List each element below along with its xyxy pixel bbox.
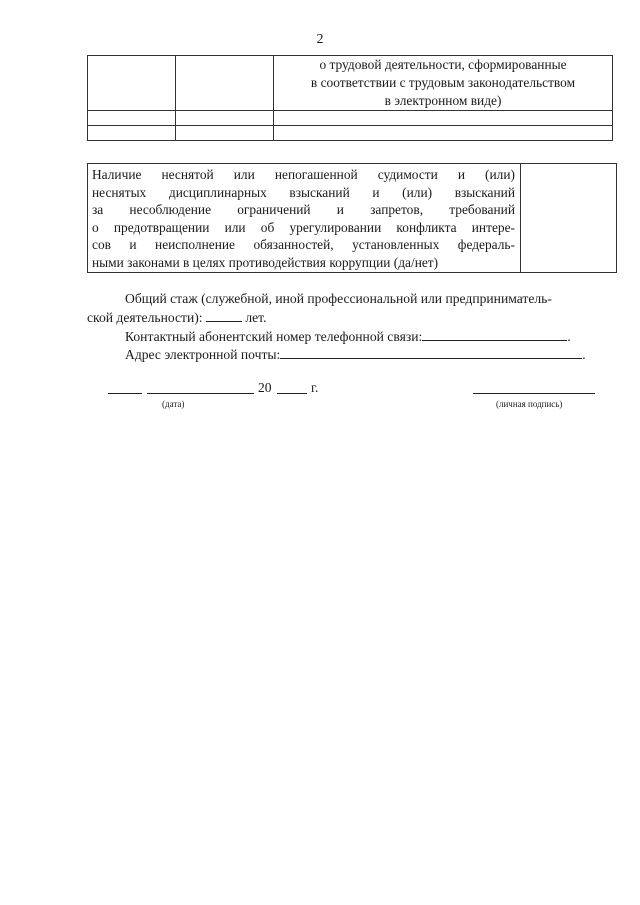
table-cell-empty[interactable] [88,111,176,126]
table-row [88,164,617,273]
page-number: 2 [316,32,324,47]
experience-line-1: Общий стаж (служебной, иной профессиональной или предприниматель- [125,291,552,306]
table-cell-empty[interactable] [176,56,274,111]
years-suffix: лет. [241,310,267,325]
cell-text-line: о трудовой деятельности, сформированные [319,57,567,72]
table-cell-empty[interactable] [88,56,176,111]
table-row [88,111,613,126]
phone-label: Контактный абонентский номер телефонной связи: [125,329,423,344]
signature-caption: (личная подпись) [496,399,563,409]
question-cell [88,164,521,273]
year-suffix: г. [311,380,319,395]
year-prefix: 20 [258,380,272,395]
question-line: ными законами в целях противодействия коррупции (да/нет) [92,254,439,270]
question-line: неснятых дисциплинарных взысканий и (или) взысканий [92,184,515,200]
experience-paragraph [87,290,610,327]
cell-text-line: в электронном виде) [384,93,502,108]
question-line: о предотвращении или об урегулировании конфликта интере- [92,219,515,235]
table-cell-empty[interactable] [274,111,613,126]
answer-cell[interactable] [521,164,617,273]
question-line: Наличие неснятой или непогашенной судимости и (или) [92,167,515,182]
question-line: за несоблюдение ограничений и запретов, требований [92,202,515,218]
experience-line-2 [87,308,610,327]
date-year-field[interactable] [277,393,307,394]
phone-field[interactable] [422,327,567,341]
email-field[interactable] [280,345,582,359]
table-cell-empty[interactable] [274,126,613,141]
date-caption: (дата) [162,399,185,409]
table-cell-empty[interactable] [176,126,274,141]
phone-end: . [567,329,571,344]
email-line [87,345,610,364]
email-label: Адрес электронной почты: [125,347,281,362]
phone-line [87,327,610,346]
date-month-field[interactable] [147,393,254,394]
experience-years-field[interactable] [206,308,242,322]
cell-text-line: в соответствии с трудовым законодательством [310,75,576,90]
table-cell-empty[interactable] [176,111,274,126]
work-history-table-continuation [87,55,613,141]
signature-field[interactable] [473,393,595,394]
criminal-record-question-table [87,163,617,273]
question-line: сов и неисполнение обязанностей, установленных федераль- [92,237,515,253]
table-cell-empty[interactable] [88,126,176,141]
table-cell-description [274,56,613,111]
table-row [88,56,613,111]
email-end: . [582,347,586,362]
experience-label: ской деятельности): [87,310,206,325]
table-row [88,126,613,141]
date-day-field[interactable] [108,393,142,394]
